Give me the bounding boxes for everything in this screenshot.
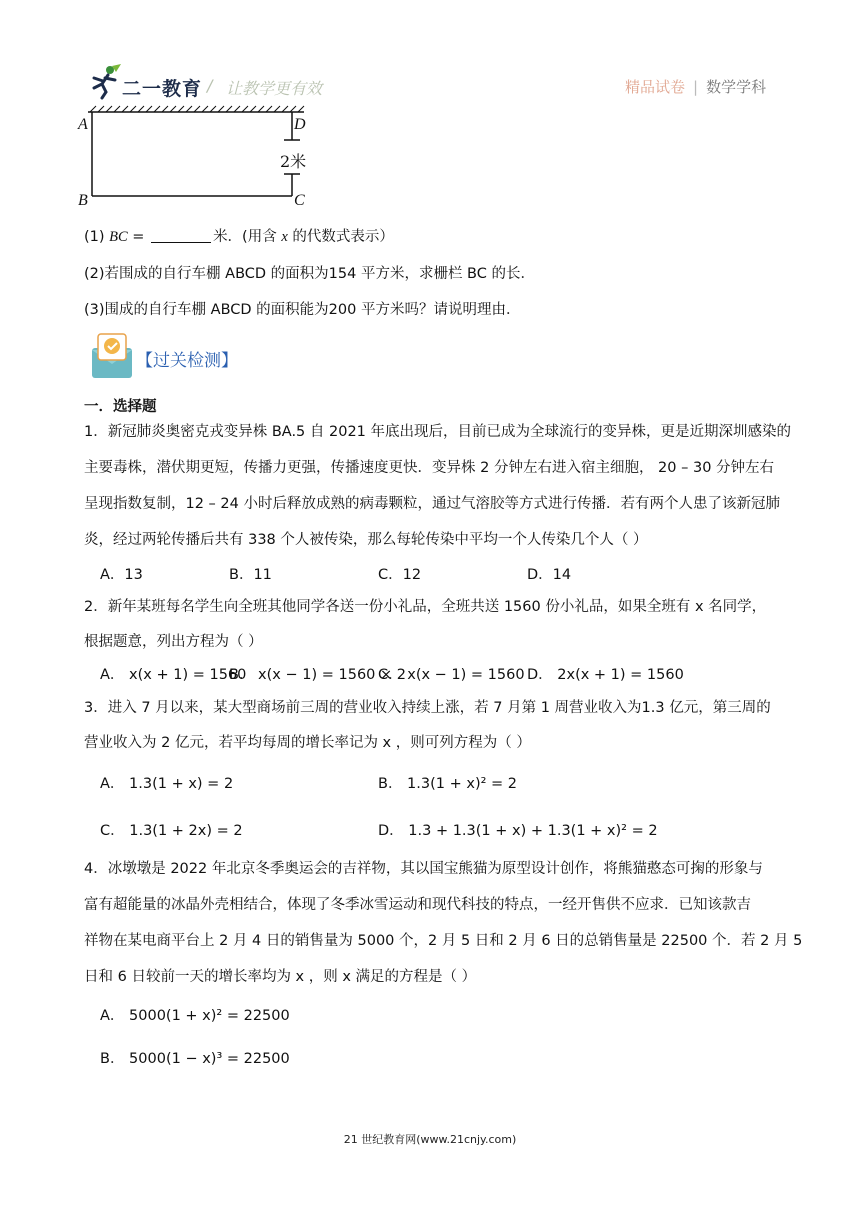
prev-question-1 <box>84 227 394 247</box>
q1-option-b: B．11 <box>229 567 272 583</box>
q2-option-d: D． 2x(x + 1) = 1560 <box>527 667 684 683</box>
q4-line-3: 祥物在某电商平台上 2 月 4 日的销售量为 5000 个，2 月 5 日和 2 月 6 日的总销售量是 22500 个．若 2 月 5 <box>84 933 803 949</box>
q1-bc: BC <box>109 229 128 245</box>
q1-x: x <box>281 229 288 245</box>
label-c: C <box>294 192 305 209</box>
q1-suffix: 米．(用含 <box>213 229 282 245</box>
answer-blank <box>151 228 211 243</box>
q1-line-4: 炎，经过两轮传播后共有 338 个人被传染，那么每轮传染中平均一个人传染几个人（ ） <box>84 532 648 548</box>
q2-option-b: B． x(x − 1) = 1560 × 2 <box>229 667 406 683</box>
q4-option-a: A． 5000(1 + x)² = 22500 <box>100 1008 290 1024</box>
label-b: B <box>78 192 88 209</box>
q3-option-b: B． 1.3(1 + x)² = 2 <box>378 776 518 792</box>
q1-prefix: (1) <box>84 229 110 245</box>
q1-line-2: 主要毒株，潜伏期更短，传播力更强，传播速度更快．变异株 2 分钟左右进入宿主细胞， 20 – 30 分钟左右 <box>84 460 775 476</box>
prev-question-2: (2)若围成的自行车棚 ABCD 的面积为154 平方米，求栅栏 BC 的长． <box>84 266 535 282</box>
logo-runner-icon <box>88 64 122 100</box>
q3-line-2: 营业收入为 2 亿元，若平均每周的增长率记为 x ，则可列方程为（ ） <box>84 735 531 751</box>
slogan: 让教学更有效 <box>226 79 323 98</box>
slogan-slash: / <box>207 76 213 95</box>
q1-line-3: 呈现指数复制，12 – 24 小时后释放成熟的病毒颗粒，通过气溶胶等方式进行传播．若有两个人患了该新冠肺 <box>84 496 780 512</box>
q1-eq: = <box>127 229 150 245</box>
header-separator: | <box>693 78 699 96</box>
header <box>0 0 860 110</box>
q4-line-2: 富有超能量的冰晶外壳相结合，体现了冬季冰雪运动和现代科技的特点，一经开售供不应求．已知该款吉 <box>84 897 751 913</box>
prev-question-3: (3)围成的自行车棚 ABCD 的面积能为200 平方米吗？请说明理由． <box>84 302 521 318</box>
logo-text: 二一教育 <box>122 78 203 100</box>
header-tag: 精品试卷 <box>625 78 686 96</box>
q4-line-1: 4．冰墩墩是 2022 年北京冬季奥运会的吉祥物，其以国宝熊猫为原型设计创作，将熊猫憨态可掬的形象与 <box>84 861 763 877</box>
label-d: D <box>294 116 306 133</box>
q1-end: 的代数式表示） <box>287 229 394 245</box>
badge-title: 【过关检测】 <box>136 351 238 371</box>
q4-option-b: B． 5000(1 − x)³ = 22500 <box>100 1051 290 1067</box>
header-subject: 数学学科 <box>706 78 767 96</box>
q2-option-c: C． x(x − 1) = 1560 <box>378 667 525 683</box>
header-right <box>625 76 766 97</box>
q1-option-c: C．12 <box>378 567 422 583</box>
q3-option-d: D． 1.3 + 1.3(1 + x) + 1.3(1 + x)² = 2 <box>378 823 658 839</box>
q2-option-a: A． x(x + 1) = 1560 <box>100 667 247 683</box>
q2-line-2: 根据题意，列出方程为（ ） <box>84 634 263 650</box>
q1-line-1: 1．新冠肺炎奥密克戎变异株 BA.5 自 2021 年底出现后，目前已成为全球流行的变异株，更是近期深圳感染的 <box>84 424 792 440</box>
q3-line-1: 3．进入 7 月以来，某大型商场前三周的营业收入持续上涨，若 7 月第 1 周营业收入为1.3 亿元，第三周的 <box>84 700 771 716</box>
gap-label: 2米 <box>280 152 307 171</box>
checkmark-envelope-icon <box>86 330 138 380</box>
section-title: 一．选择题 <box>84 399 157 415</box>
fence-lines <box>92 112 300 196</box>
q1-option-a: A．13 <box>100 567 143 583</box>
q3-option-a: A． 1.3(1 + x) = 2 <box>100 776 234 792</box>
footer: 21 世纪教育网(www.21cnjy.com) <box>343 1133 517 1146</box>
q1-option-d: D．14 <box>527 567 572 583</box>
q3-option-c: C． 1.3(1 + 2x) = 2 <box>100 823 243 839</box>
label-a: A <box>78 116 88 133</box>
wall-hatch <box>88 106 304 112</box>
q4-line-4: 日和 6 日较前一天的增长率均为 x ，则 x 满足的方程是（ ） <box>84 969 477 985</box>
q2-line-1: 2．新年某班每名学生向全班其他同学各送一份小礼品，全班共送 1560 份小礼品，如果全班有 x 名同学， <box>84 599 767 615</box>
